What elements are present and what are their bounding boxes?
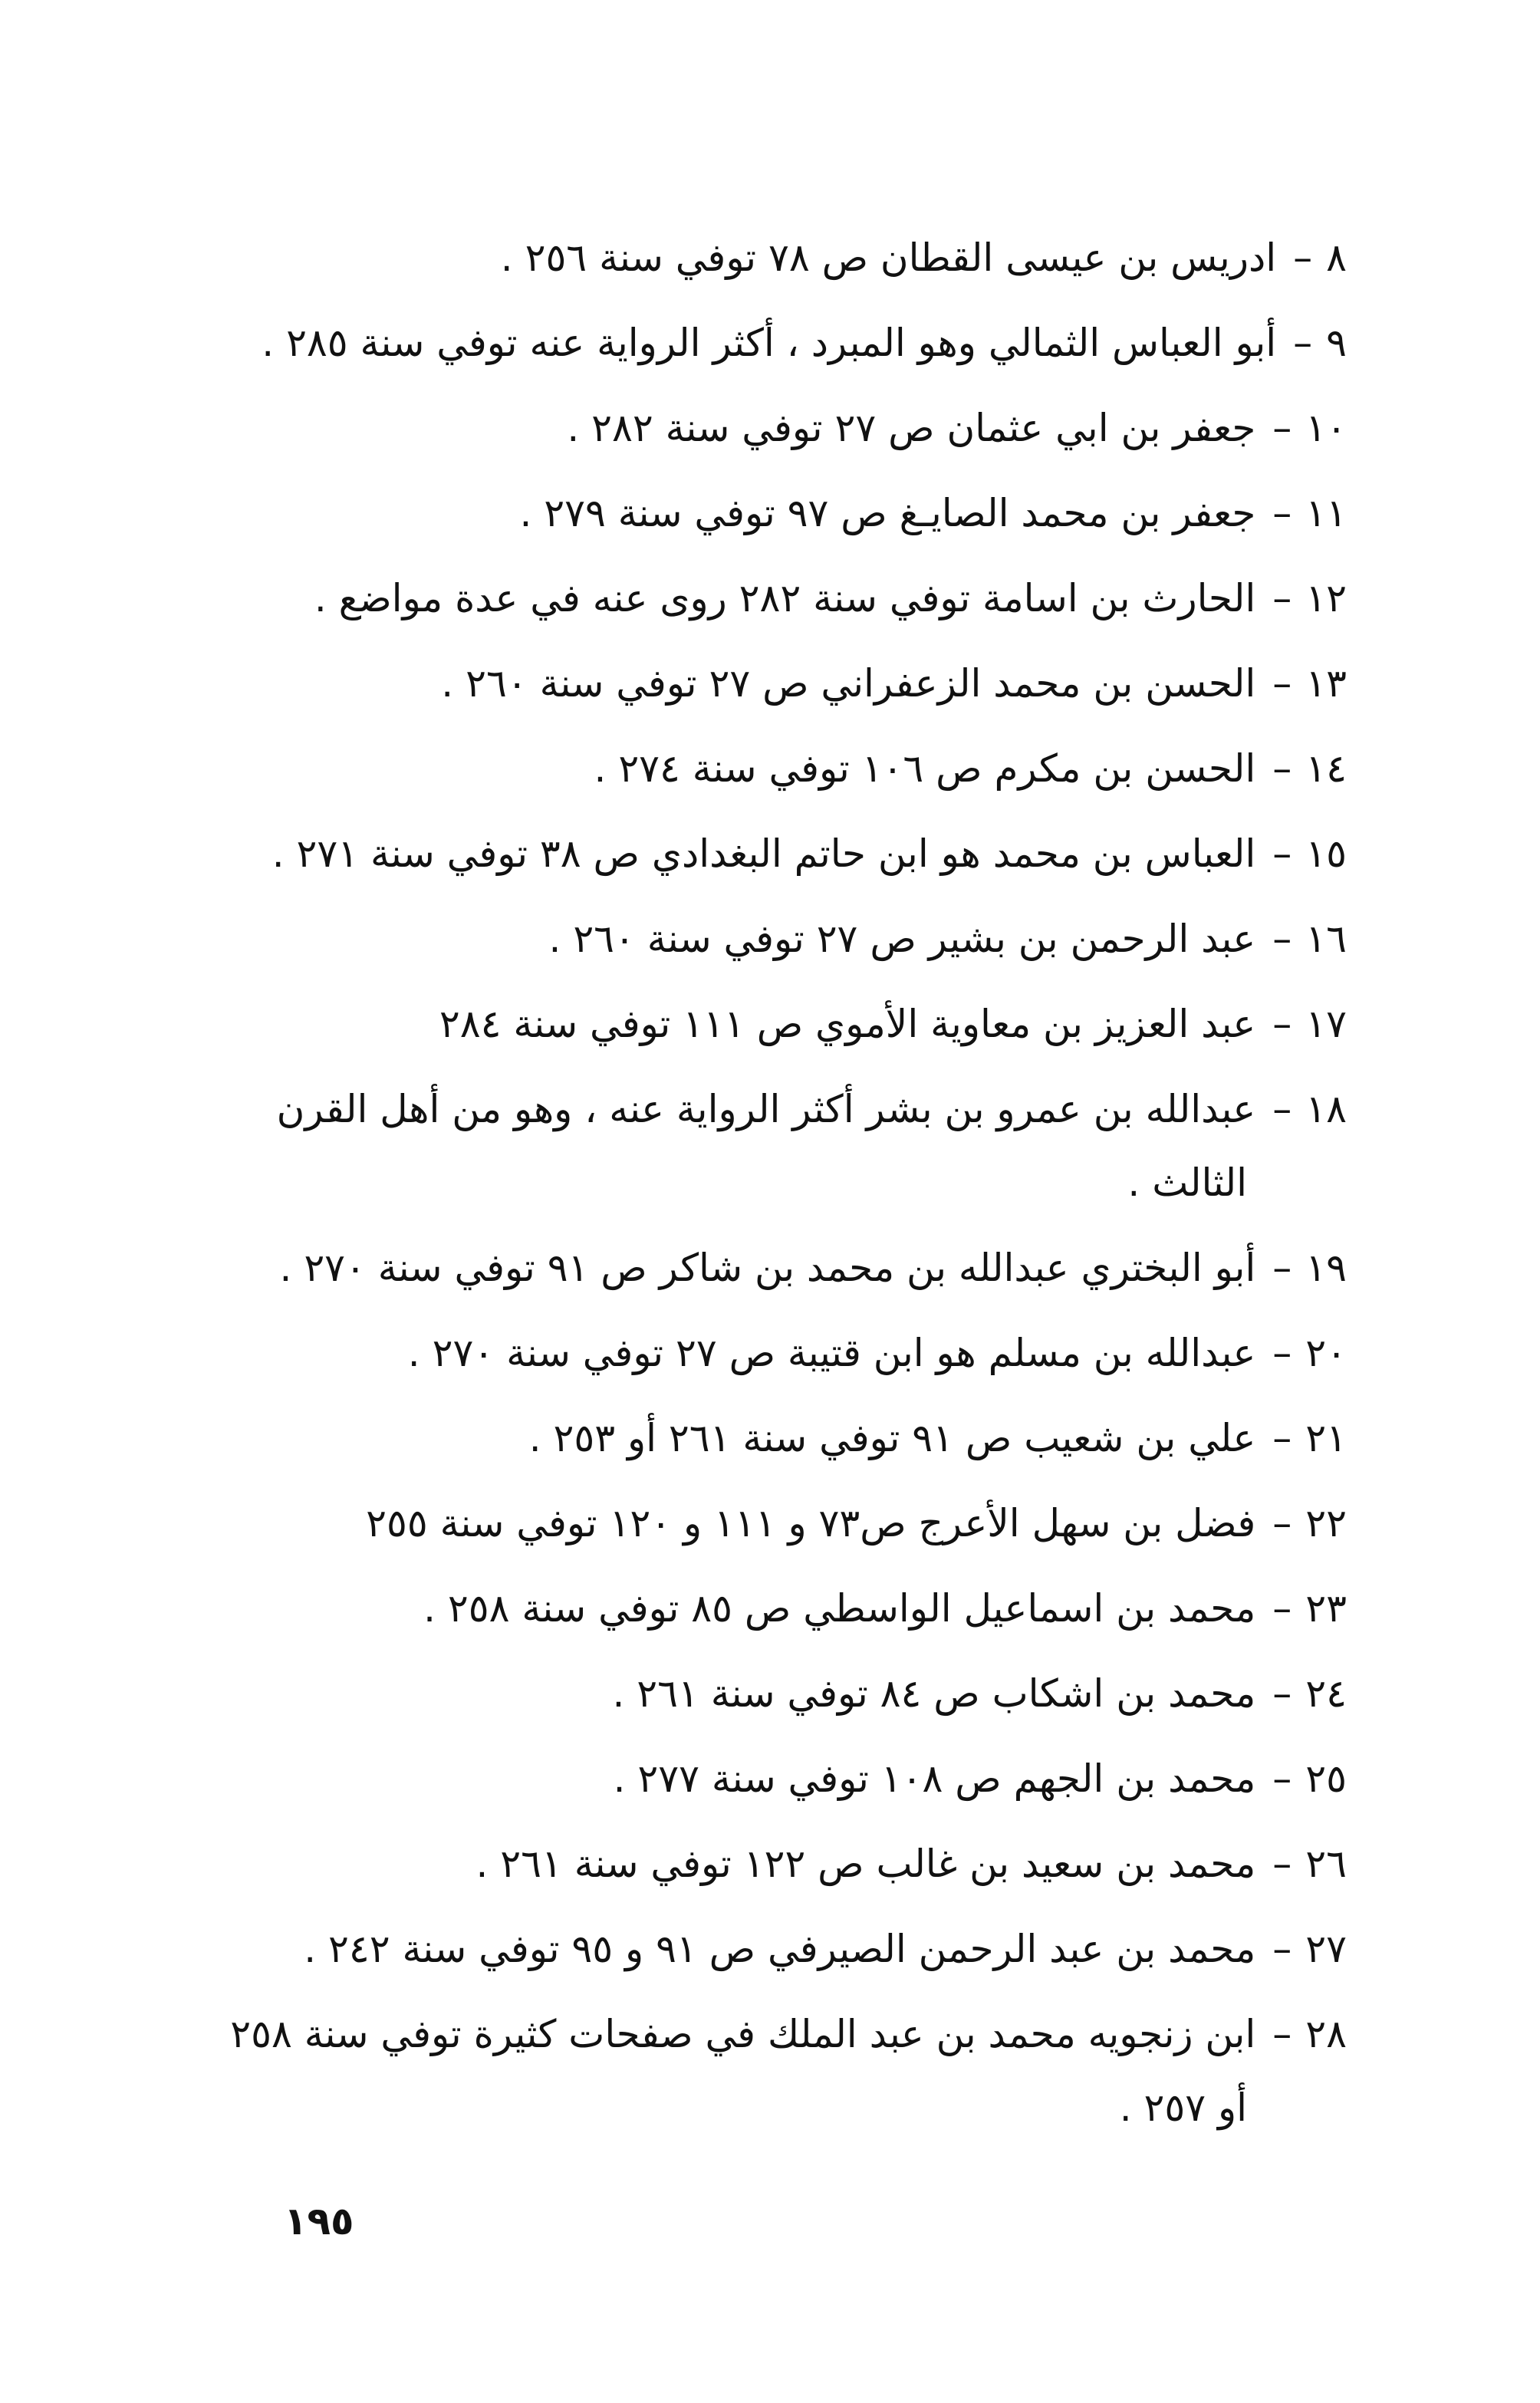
entry-10	[120, 391, 1347, 465]
entry-line	[120, 817, 1347, 890]
entry-number: ٩	[1326, 321, 1347, 365]
entry-line	[120, 647, 1347, 720]
entry-text-continued: أو ٢٥٧ .	[1119, 2085, 1247, 2130]
entry-dash: –	[1272, 2012, 1292, 2056]
entry-line	[120, 1072, 1347, 1146]
entry-number: ٨	[1326, 235, 1347, 280]
entry-number: ١٣	[1305, 661, 1347, 706]
entry-dash: –	[1272, 661, 1292, 706]
entry-9	[120, 306, 1347, 380]
entry-dash: –	[1272, 1501, 1292, 1545]
entry-dash: –	[1272, 1842, 1292, 1886]
entry-13	[120, 647, 1347, 720]
entry-number: ٢٢	[1305, 1501, 1347, 1545]
entry-text: ابن زنجويه محمد بن عبد الملك في صفحات كثيرة توفي سنة ٢٥٨	[230, 2012, 1256, 2056]
entry-number: ٢٣	[1305, 1586, 1347, 1631]
entry-dash: –	[1272, 1756, 1292, 1801]
entry-line	[120, 1827, 1347, 1901]
entry-dash: –	[1272, 1087, 1292, 1131]
entry-line	[120, 1657, 1347, 1730]
entry-line	[120, 987, 1347, 1061]
entry-line	[120, 391, 1347, 465]
entry-18	[120, 1072, 1347, 1220]
entry-line	[120, 306, 1347, 380]
page-number: ١٩٥	[284, 2199, 354, 2243]
entry-28	[120, 1997, 1347, 2145]
entry-text: فضل بن سهل الأعرج ص٧٣ و ١١١ و ١٢٠ توفي سنة ٢٥٥	[366, 1501, 1256, 1545]
entry-dash: –	[1272, 406, 1292, 450]
entry-dash: –	[1272, 1671, 1292, 1716]
entry-text: الحسن بن محمد الزعفراني ص ٢٧ توفي سنة ٢٦٠ .	[441, 661, 1256, 706]
entry-text: محمد بن عبد الرحمن الصيرفي ص ٩١ و ٩٥ توفي سنة ٢٤٢ .	[304, 1927, 1256, 1971]
entry-19	[120, 1231, 1347, 1305]
entry-line	[120, 1572, 1347, 1645]
entry-dash: –	[1272, 746, 1292, 791]
entry-line	[120, 902, 1347, 976]
entry-line	[120, 1486, 1347, 1560]
entry-dash: –	[1272, 1246, 1292, 1290]
entry-text: الحسن بن مكرم ص ١٠٦ توفي سنة ٢٧٤ .	[594, 746, 1256, 791]
entry-number: ١٦	[1305, 917, 1347, 961]
entry-number: ١٠	[1305, 406, 1347, 450]
entry-text: محمد بن اشكاب ص ٨٤ توفي سنة ٢٦١ .	[612, 1671, 1256, 1716]
entry-17	[120, 987, 1347, 1061]
entry-line	[120, 1231, 1347, 1305]
entry-dash: –	[1272, 1927, 1292, 1971]
entry-text: علي بن شعيب ص ٩١ توفي سنة ٢٦١ أو ٢٥٣ .	[528, 1416, 1256, 1460]
entry-text: محمد بن اسماعيل الواسطي ص ٨٥ توفي سنة ٢٥٨ .	[423, 1586, 1256, 1631]
entry-line	[120, 1997, 1347, 2071]
entry-number: ٢٧	[1305, 1927, 1347, 1971]
entry-dash: –	[1272, 1331, 1292, 1375]
entry-14	[120, 732, 1347, 805]
entry-11	[120, 476, 1347, 550]
entry-25	[120, 1742, 1347, 1815]
entry-dash: –	[1272, 1586, 1292, 1631]
entry-number: ١٢	[1305, 576, 1347, 621]
entry-line	[120, 1912, 1347, 1986]
entry-16	[120, 902, 1347, 976]
entry-dash: –	[1293, 321, 1313, 365]
entry-20	[120, 1316, 1347, 1390]
entry-22	[120, 1486, 1347, 1560]
entry-number: ٢١	[1305, 1416, 1347, 1460]
entry-23	[120, 1572, 1347, 1645]
entry-21	[120, 1401, 1347, 1475]
entry-line	[120, 1401, 1347, 1475]
entry-27	[120, 1912, 1347, 1986]
entry-text: ادريس بن عيسى القطان ص ٧٨ توفي سنة ٢٥٦ .	[500, 235, 1277, 280]
entry-dash: –	[1272, 1002, 1292, 1046]
entry-dash: –	[1293, 235, 1313, 280]
entry-text: جعفر بن ابي عثمان ص ٢٧ توفي سنة ٢٨٢ .	[567, 406, 1256, 450]
entry-dash: –	[1272, 1416, 1292, 1460]
entry-text: الحارث بن اسامة توفي سنة ٢٨٢ روى عنه في عدة مواضع .	[314, 576, 1256, 621]
entry-number: ٢٠	[1305, 1331, 1347, 1375]
entry-continuation-line	[120, 2071, 1347, 2145]
entry-text: عبدالله بن عمرو بن بشر أكثر الرواية عنه ، وهو من أهل القرن	[276, 1087, 1256, 1131]
entry-number: ٢٦	[1305, 1842, 1347, 1886]
entry-line	[120, 732, 1347, 805]
entry-number: ٢٥	[1305, 1756, 1347, 1801]
entry-8	[120, 221, 1347, 295]
entry-number: ١٨	[1305, 1087, 1347, 1131]
entry-number: ٢٤	[1305, 1671, 1347, 1716]
entry-26	[120, 1827, 1347, 1901]
entry-text: محمد بن الجهم ص ١٠٨ توفي سنة ٢٧٧ .	[613, 1756, 1256, 1801]
entry-text: عبدالله بن مسلم هو ابن قتيبة ص ٢٧ توفي سنة ٢٧٠ .	[407, 1331, 1256, 1375]
entry-number: ١٧	[1305, 1002, 1347, 1046]
entry-number: ١٤	[1305, 746, 1347, 791]
entry-line	[120, 221, 1347, 295]
entry-text: جعفر بن محمد الصايـغ ص ٩٧ توفي سنة ٢٧٩ .	[519, 491, 1256, 535]
entry-24	[120, 1657, 1347, 1730]
entry-list	[120, 221, 1347, 2156]
entry-number: ١١	[1305, 491, 1347, 535]
entry-text: أبو البختري عبدالله بن محمد بن شاكر ص ٩١ توفي سنة ٢٧٠ .	[279, 1246, 1256, 1290]
entry-line	[120, 1742, 1347, 1815]
entry-dash: –	[1272, 917, 1292, 961]
entry-dash: –	[1272, 831, 1292, 876]
entry-dash: –	[1272, 491, 1292, 535]
entry-12	[120, 561, 1347, 635]
entry-text: العباس بن محمد هو ابن حاتم البغدادي ص ٣٨ توفي سنة ٢٧١ .	[271, 831, 1256, 876]
entry-number: ١٥	[1305, 831, 1347, 876]
entry-line	[120, 561, 1347, 635]
entry-text-continued: الثالث .	[1127, 1160, 1247, 1205]
entry-dash: –	[1272, 576, 1292, 621]
entry-text: أبو العباس الثمالي وهو المبرد ، أكثر الرواية عنه توفي سنة ٢٨٥ .	[262, 321, 1277, 365]
entry-text: عبد الرحمن بن بشير ص ٢٧ توفي سنة ٢٦٠ .	[548, 917, 1256, 961]
entry-continuation-line	[120, 1146, 1347, 1220]
entry-text: محمد بن سعيد بن غالب ص ١٢٢ توفي سنة ٢٦١ .	[475, 1842, 1256, 1886]
entry-number: ٢٨	[1305, 2012, 1347, 2056]
entry-text: عبد العزيز بن معاوية الأموي ص ١١١ توفي سنة ٢٨٤	[439, 1002, 1256, 1046]
entry-line	[120, 476, 1347, 550]
entry-number: ١٩	[1305, 1246, 1347, 1290]
entry-line	[120, 1316, 1347, 1390]
entry-15	[120, 817, 1347, 890]
